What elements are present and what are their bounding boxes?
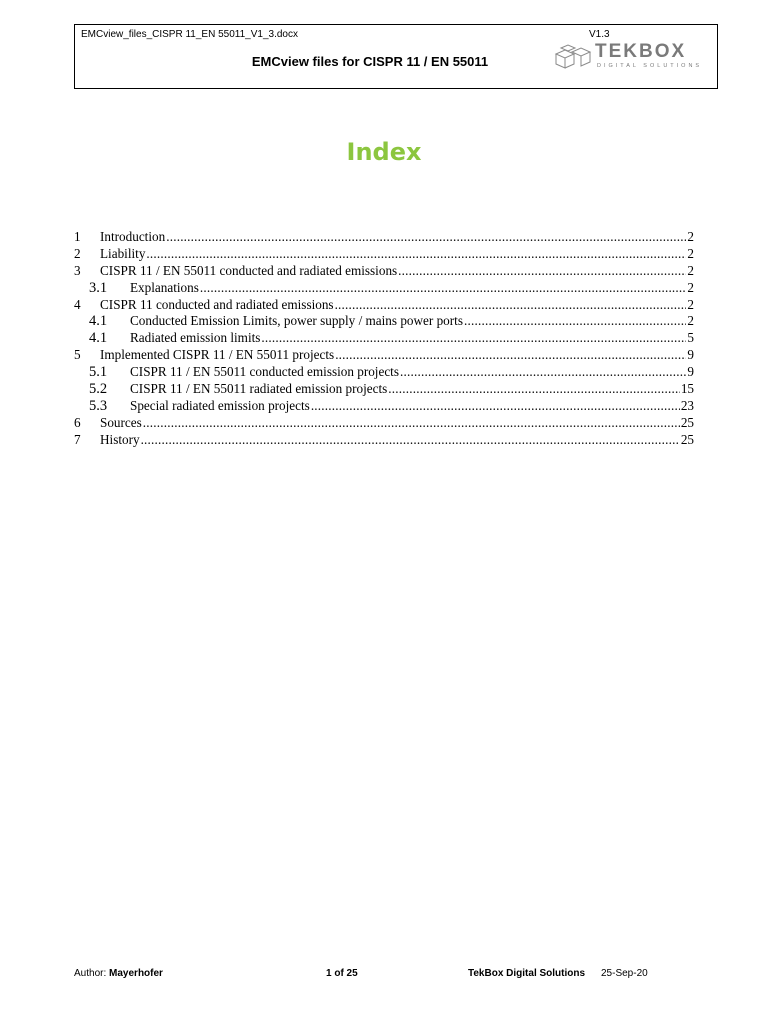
toc-entry-title: Special radiated emission projects xyxy=(130,397,310,413)
logo-subtext: DIGITAL SOLUTIONS xyxy=(597,63,703,69)
toc-entry-page: 9 xyxy=(687,347,694,363)
toc-entry-number: 4.1 xyxy=(89,330,108,347)
toc-leader-dots xyxy=(400,364,686,380)
toc-entry-page: 2 xyxy=(687,245,694,261)
toc-leader-dots xyxy=(166,229,686,245)
toc-leader-dots xyxy=(200,280,687,296)
toc-entry[interactable] xyxy=(74,330,694,347)
toc-entry-page: 25 xyxy=(680,414,694,430)
toc-entry-number: 3.1 xyxy=(89,279,108,296)
toc-entry-title: CISPR 11 / EN 55011 radiated emission projects xyxy=(130,381,388,397)
toc-entry-number: 4.1 xyxy=(89,313,108,330)
tekbox-logo xyxy=(553,41,713,72)
toc-entry-number: 3 xyxy=(74,262,81,278)
table-of-contents xyxy=(74,229,694,449)
footer-date: 25-Sep-20 xyxy=(601,968,648,979)
toc-entry-page: 15 xyxy=(680,381,694,397)
footer-author-label: Author: xyxy=(74,968,107,979)
toc-entry[interactable] xyxy=(74,398,694,415)
toc-entry-number: 5 xyxy=(74,347,81,363)
toc-leader-dots xyxy=(398,263,686,279)
toc-entry-page: 2 xyxy=(687,296,694,312)
toc-leader-dots xyxy=(143,415,680,431)
toc-entry-title: Conducted Emission Limits, power supply / mains power ports xyxy=(130,313,463,329)
toc-entry-number: 5.1 xyxy=(89,364,108,381)
header-version: V1.3 xyxy=(589,29,610,40)
toc-entry-number: 4 xyxy=(74,296,81,312)
toc-entry-page: 23 xyxy=(680,397,694,413)
toc-entry-number: 7 xyxy=(74,431,81,447)
toc-leader-dots xyxy=(141,432,680,448)
toc-entry[interactable] xyxy=(74,364,694,381)
toc-entry-page: 2 xyxy=(687,229,694,244)
header-title: EMCview files for CISPR 11 / EN 55011 xyxy=(251,54,489,69)
toc-entry[interactable] xyxy=(74,297,694,314)
toc-leader-dots xyxy=(146,246,686,262)
toc-entry-page: 9 xyxy=(687,364,694,380)
toc-entry-number: 5.3 xyxy=(89,397,108,414)
toc-entry-page: 2 xyxy=(687,279,694,295)
footer-company: TekBox Digital Solutions xyxy=(468,968,586,979)
toc-entry-number: 2 xyxy=(74,245,81,261)
toc-entry[interactable] xyxy=(74,381,694,398)
toc-leader-dots xyxy=(335,347,686,363)
toc-leader-dots xyxy=(311,398,680,414)
toc-entry-title: History xyxy=(100,431,140,447)
document-footer xyxy=(74,968,694,982)
document-header xyxy=(74,24,718,89)
toc-entry-page: 25 xyxy=(680,431,694,447)
index-heading: Index xyxy=(346,138,422,166)
toc-entry-page: 2 xyxy=(687,262,694,278)
toc-leader-dots xyxy=(388,381,680,397)
toc-entry-title: CISPR 11 conducted and radiated emissions xyxy=(100,296,334,312)
toc-entry[interactable] xyxy=(74,263,694,280)
toc-entry-title: CISPR 11 / EN 55011 conducted and radiated emissions xyxy=(100,262,398,278)
toc-leader-dots xyxy=(261,330,686,346)
toc-leader-dots xyxy=(464,313,686,329)
toc-entry[interactable] xyxy=(74,415,694,432)
toc-entry-title: Radiated emission limits xyxy=(130,330,261,346)
toc-entry[interactable] xyxy=(74,313,694,330)
footer-page-number: 1 of 25 xyxy=(326,968,358,979)
toc-entry-title: Explanations xyxy=(130,279,199,295)
header-filename: EMCview_files_CISPR 11_EN 55011_V1_3.docx xyxy=(81,29,298,40)
toc-entry[interactable] xyxy=(74,246,694,263)
toc-entry-title: Sources xyxy=(100,414,142,430)
toc-leader-dots xyxy=(335,297,687,313)
toc-entry-number: 5.2 xyxy=(89,381,108,398)
toc-entry-title: CISPR 11 / EN 55011 conducted emission projects xyxy=(130,364,399,380)
logo-wordmark: TEKBOX xyxy=(595,41,687,62)
footer-author-name: Mayerhofer xyxy=(109,968,163,979)
toc-entry[interactable] xyxy=(74,280,694,297)
toc-entry-title: Implemented CISPR 11 / EN 55011 projects xyxy=(100,347,335,363)
tekbox-cube-icon xyxy=(553,44,593,70)
toc-entry-title: Introduction xyxy=(100,229,166,244)
toc-entry-number: 6 xyxy=(74,414,81,430)
toc-entry[interactable] xyxy=(74,432,694,449)
toc-entry[interactable] xyxy=(74,347,694,364)
toc-entry-title: Liability xyxy=(100,245,146,261)
footer-author xyxy=(74,968,163,979)
toc-entry-page: 2 xyxy=(687,313,694,329)
toc-entry-page: 5 xyxy=(687,330,694,346)
toc-entry-number: 1 xyxy=(74,229,81,244)
toc-entry[interactable] xyxy=(74,229,694,246)
